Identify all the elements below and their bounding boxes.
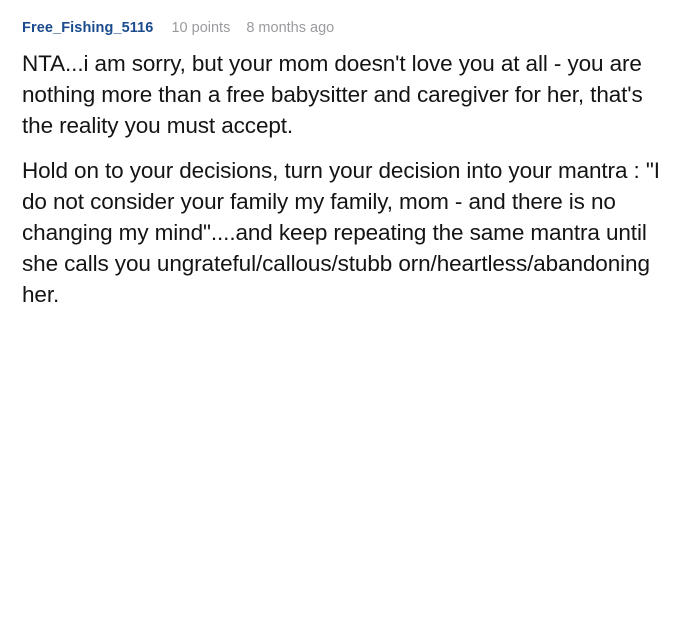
comment-paragraph: NTA...i am sorry, but your mom doesn't love you at all - you are nothing more than a free babysitter and caregiver for her, that's the reality you must accept.: [22, 51, 643, 139]
comment-body: [22, 48, 676, 310]
comment-paragraph: Hold on to your decisions, turn your decision into your mantra : "I do not consider your family my family, mom - and there is no changing my mind"....and keep repeating the same mantra until she calls you ungrateful/callous/stubb orn/heartless/abandoning her.: [22, 157, 660, 307]
comment-author[interactable]: Free_Fishing_5116: [22, 20, 154, 36]
comment-header: [22, 20, 676, 36]
paragraph-spacer: [22, 141, 676, 155]
comment-score: 10 points: [171, 20, 231, 36]
comment-timestamp: 8 months ago: [246, 20, 335, 36]
